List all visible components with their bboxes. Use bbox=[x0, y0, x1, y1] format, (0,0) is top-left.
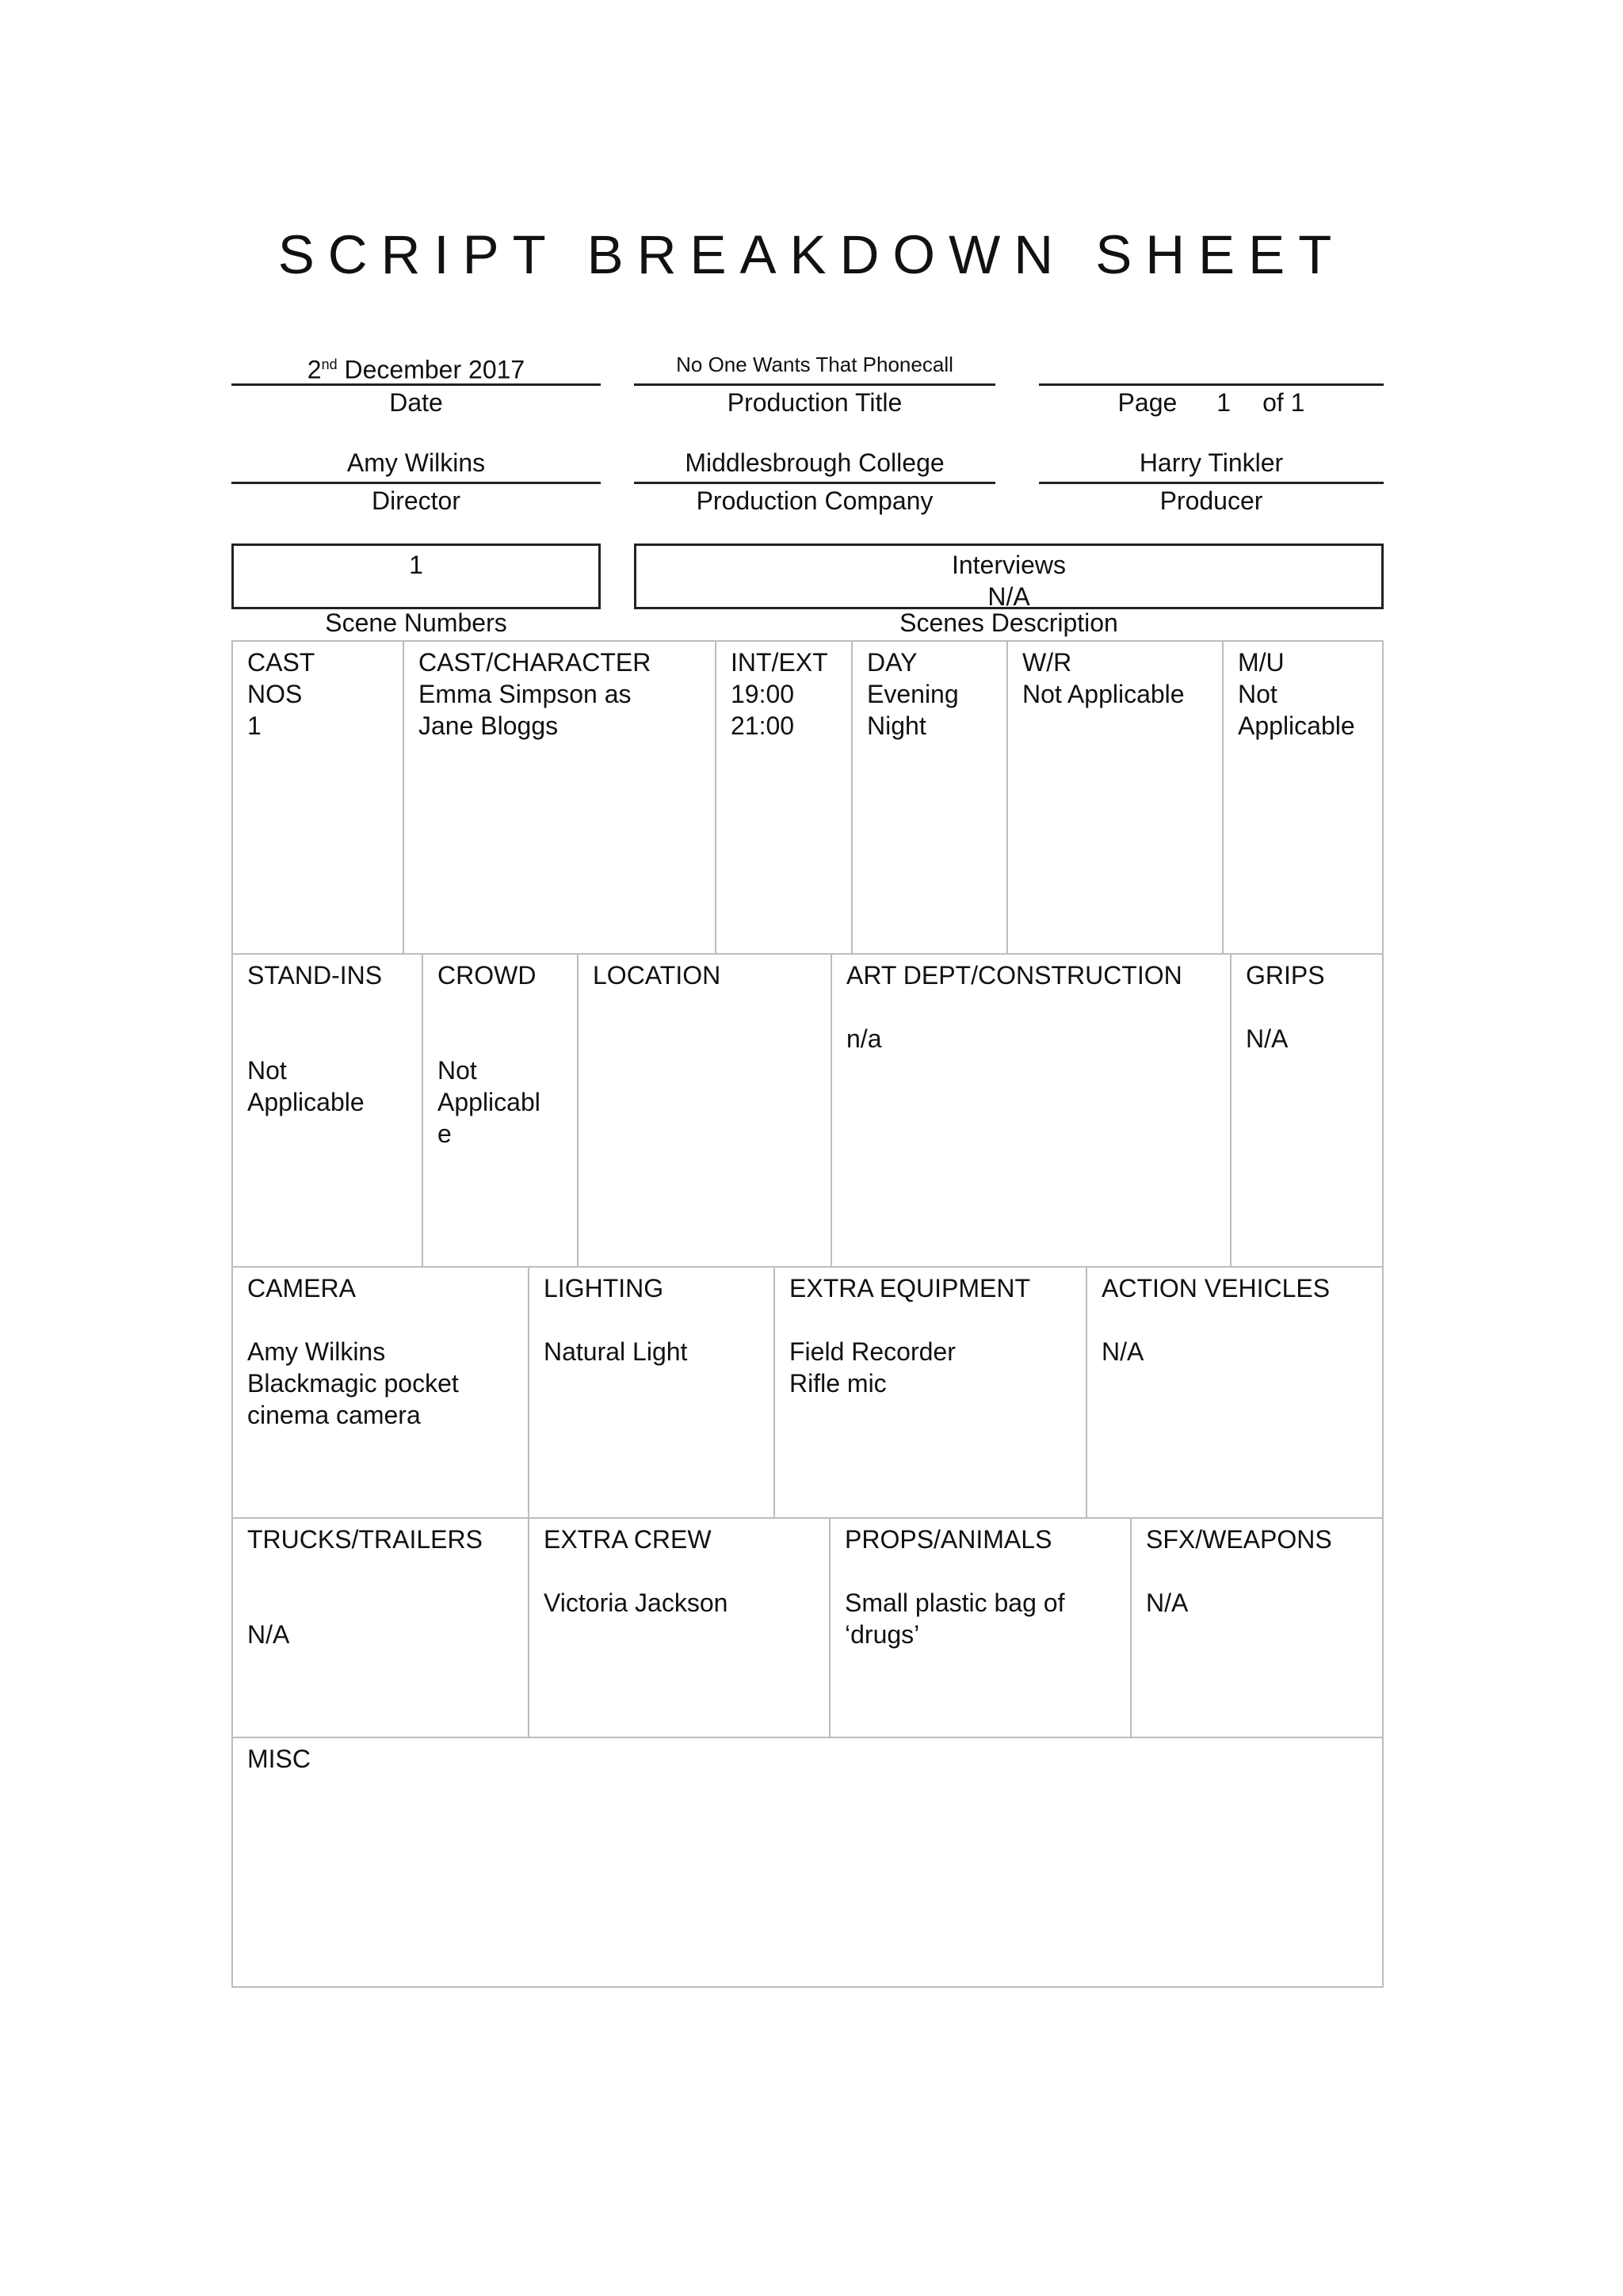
scene-numbers-value: 1 bbox=[409, 551, 423, 579]
crowd-cell: CROWD Not Applicabl e bbox=[423, 955, 579, 1268]
page-field bbox=[1039, 345, 1384, 419]
production-company-field bbox=[634, 444, 995, 517]
scenes-description-line1: Interviews bbox=[951, 551, 1067, 579]
sfx-weapons-cell: SFX/WEAPONS N/A bbox=[1132, 1519, 1384, 1738]
trucks-trailers-cell: TRUCKS/TRAILERS N/A bbox=[233, 1519, 529, 1738]
camera-cell: CAMERA Amy Wilkins Blackmagic pocket cinema camera bbox=[233, 1268, 529, 1519]
breakdown-row-4 bbox=[231, 1517, 1384, 1738]
breakdown-row-1 bbox=[231, 640, 1384, 955]
cast-cell: CAST NOS 1 bbox=[233, 642, 404, 955]
breakdown-row-2 bbox=[231, 953, 1384, 1268]
props-animals-cell: PROPS/ANIMALS Small plastic bag of ‘drugs’ bbox=[831, 1519, 1132, 1738]
extra-crew-cell: EXTRA CREW Victoria Jackson bbox=[529, 1519, 831, 1738]
scenes-description-box bbox=[634, 543, 1384, 609]
misc-cell: MISC bbox=[233, 1738, 1384, 1988]
grid-bottom-border bbox=[231, 1986, 1384, 1988]
director-field bbox=[231, 444, 601, 517]
lighting-cell: LIGHTING Natural Light bbox=[529, 1268, 775, 1519]
scene-numbers-label: Scene Numbers bbox=[325, 608, 507, 637]
stand-ins-cell: STAND-INS Not Applicable bbox=[233, 955, 423, 1268]
day-cell: DAY Evening Night bbox=[853, 642, 1008, 955]
breakdown-row-5 bbox=[231, 1737, 1384, 1988]
producer-field bbox=[1039, 444, 1384, 517]
scenes-description-line2: N/A bbox=[987, 582, 1030, 611]
mu-cell: M/U Not Applicable bbox=[1224, 642, 1384, 955]
date-label: Date bbox=[389, 388, 443, 417]
art-dept-cell: ART DEPT/CONSTRUCTION n/a bbox=[832, 955, 1232, 1268]
director-label: Director bbox=[371, 486, 460, 515]
date-value: 2nd December 2017 bbox=[231, 345, 601, 386]
page-title: SCRIPT BREAKDOWN SHEET bbox=[277, 224, 1346, 285]
producer-label: Producer bbox=[1159, 486, 1263, 515]
production-title-field bbox=[634, 345, 995, 419]
location-cell: LOCATION bbox=[579, 955, 832, 1268]
scene-numbers-box bbox=[231, 543, 601, 609]
producer-value: Harry Tinkler bbox=[1039, 444, 1384, 484]
production-company-value: Middlesbrough College bbox=[634, 444, 995, 484]
production-title-value: No One Wants That Phonecall bbox=[634, 345, 995, 386]
production-title-label: Production Title bbox=[727, 388, 903, 417]
int-ext-cell: INT/EXT 19:00 21:00 bbox=[716, 642, 853, 955]
page-value bbox=[1039, 345, 1384, 386]
grips-cell: GRIPS N/A bbox=[1232, 955, 1384, 1268]
page-label: Page 1 of 1 bbox=[1117, 388, 1305, 417]
extra-equipment-cell: EXTRA EQUIPMENT Field Recorder Rifle mic bbox=[775, 1268, 1087, 1519]
director-value: Amy Wilkins bbox=[231, 444, 601, 484]
production-company-label: Production Company bbox=[696, 486, 934, 515]
cast-character-cell: CAST/CHARACTER Emma Simpson as Jane Bloggs bbox=[404, 642, 716, 955]
wr-cell: W/R Not Applicable bbox=[1008, 642, 1224, 955]
scenes-description-label: Scenes Description bbox=[899, 608, 1118, 637]
action-vehicles-cell: ACTION VEHICLES N/A bbox=[1087, 1268, 1384, 1519]
date-field bbox=[231, 345, 601, 419]
breakdown-row-3 bbox=[231, 1266, 1384, 1519]
